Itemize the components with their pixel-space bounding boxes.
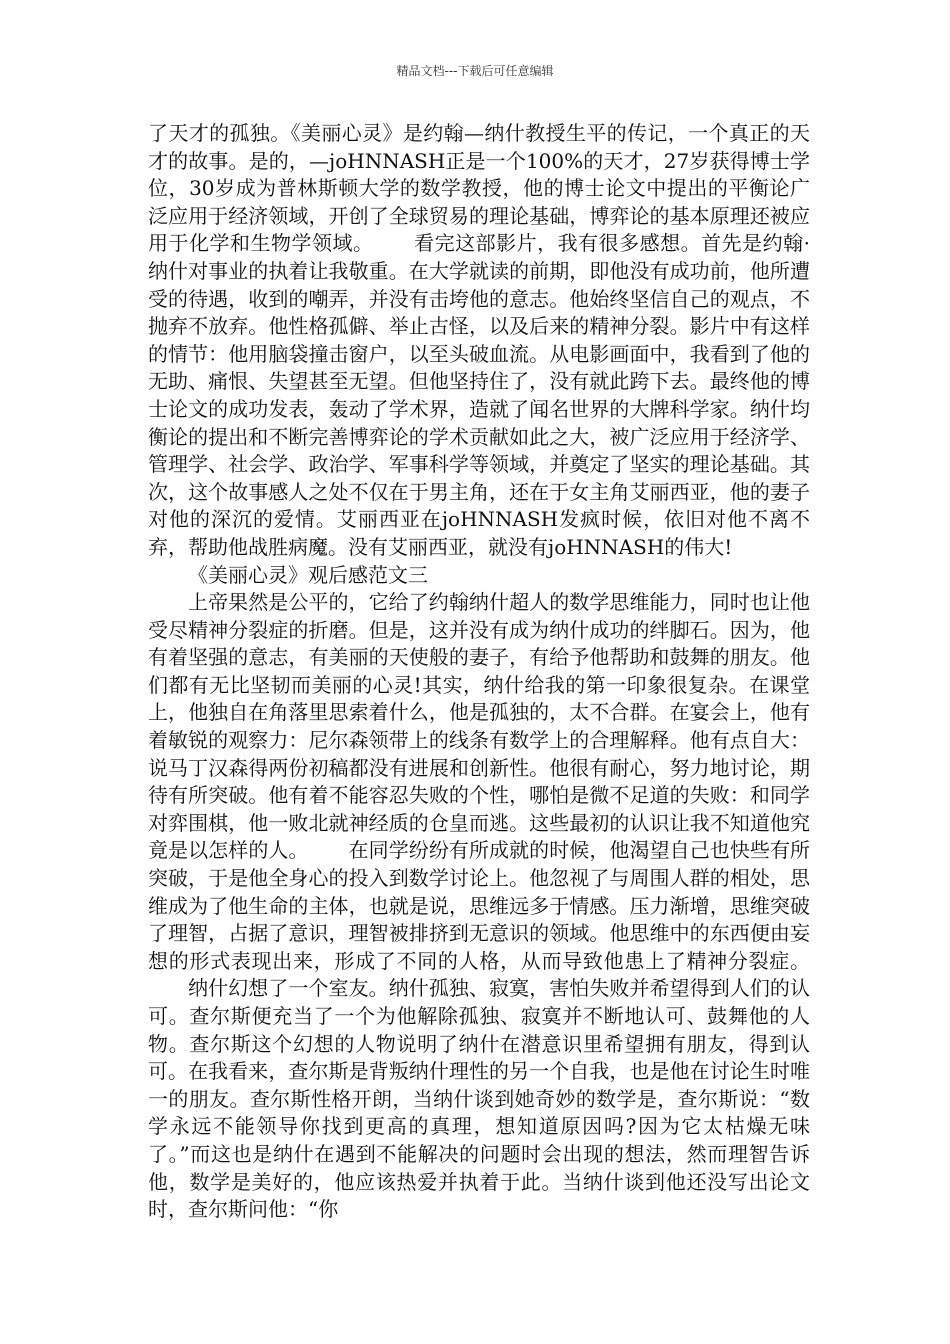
paragraph-1-part-a: 了天才的孤独。《美丽心灵》是约翰—纳什教授生平的传记，一个真正的天才的故事。是的，—joHNNASH正是一个100%的天才，27岁获得博士学位，30岁成为普林斯顿大学的数学教授，他的博士论文中提出的平衡论广泛应用于经济领域，开创了全球贸易的理论基础，博弈论的基本原理还被应用于化学和生物学领域。	[148, 121, 810, 256]
paragraph-2-part-a: 上帝果然是公平的，它给了约翰纳什超人的数学思维能力，同时也让他受尽精神分裂症的折磨。但是，这并没有成为纳什成功的绊脚石。因为，他有着坚强的意志，有美丽的天使般的妻子，有给予他帮助和鼓舞的朋友。他们都有无比坚韧而美丽的心灵!其实，纳什给我的第一印象很复杂。在课堂上，他独自在角落里思索着什么，他是孤独的，太不合群。在宴会上，他有着敏锐的观察力：尼尔森领带上的线条有数学上的合理解释。他有点自大：说马丁汉森得两份初稿都没有进展和创新性。他很有耐心，努力地讨论，期待有所突破。他有着不能容忍失败的个性，哪怕是微不足道的失败：和同学对弈围棋，他一败北就神经质的仓皇而逃。这些最初的认识让我不知道他究竟是以怎样的人。	[148, 590, 810, 863]
paragraph-1	[148, 120, 810, 562]
page-header: 精品文档---下载后可任意编辑	[396, 64, 554, 78]
paragraph-2-part-b: 在同学纷纷有所成就的时候，他渴望自己也快些有所突破，于是他全身心的投入到数学讨论上。他忽视了与周围人群的相处，思维成为了他生命的主体，也就是说，思维远多于情感。压力渐增，思维突破了理智，占据了意识，理智被排挤到无意识的领域。他思维中的东西便由妄想的形式表现出来，形成了不同的人格，从而导致他患上了精神分裂症。	[148, 838, 811, 973]
document-body	[148, 120, 810, 1224]
paragraph-2-part-c: 纳什幻想了一个室友。纳什孤独、寂寞，害怕失败并希望得到人们的认可。查尔斯便充当了一个为他解除孤独、寂寞并不断地认可、鼓舞他的人物。查尔斯这个幻想的人物说明了纳什在潜意识里希望拥有朋友，得到认可。在我看来，查尔斯是背叛纳什理性的另一个自我，也是他在讨论生时唯一的朋友。查尔斯性格开朗，当纳什谈到她奇妙的数学是，查尔斯说：“数学永远不能领导你找到更高的真理，想知道原因吗?因为它太枯燥无味了。”而这也是纳什在遇到不能解决的问题时会出现的想法，然而理智告诉他，数学是美好的，他应该热爱并执着于此。当纳什谈到他还没写出论文时，查尔斯问他：“你	[148, 976, 810, 1222]
section-title: 《美丽心灵》观后感范文三	[188, 562, 428, 587]
paragraph-1-part-b: 看完这部影片，我有很多感想。首先是约翰·纳什对事业的执着让我敬重。在大学就读的前期，即他没有成功前，他所遭受的待遇，收到的嘲弄，并没有击垮他的意志。他始终坚信自己的观点，不抛弃不放弃。他性格孤僻、举止古怪，以及后来的精神分裂。影片中有这样的情节：他用脑袋撞击窗户，以至头破血流。从电影画面中，我看到了他的无助、痛恨、失望甚至无望。但他坚持住了，没有就此跨下去。最终他的博士论文的成功发表，轰动了学术界，造就了闻名世界的大牌科学家。纳什均衡论的提出和不断完善博弈论的学术贡献如此之大，被广泛应用于经济学、管理学、社会学、政治学、军事科学等领域，并奠定了坚实的理论基础。其次，这个故事感人之处不仅在于男主角，还在于女主角艾丽西亚，他的妻子对他的深沉的爱情。艾丽西亚在joHNNASH发疯时候，依旧对他不离不弃，帮助他战胜病魔。没有艾丽西亚，就没有joHNNASH的伟大!	[148, 231, 811, 559]
paragraph-2	[148, 589, 810, 1224]
